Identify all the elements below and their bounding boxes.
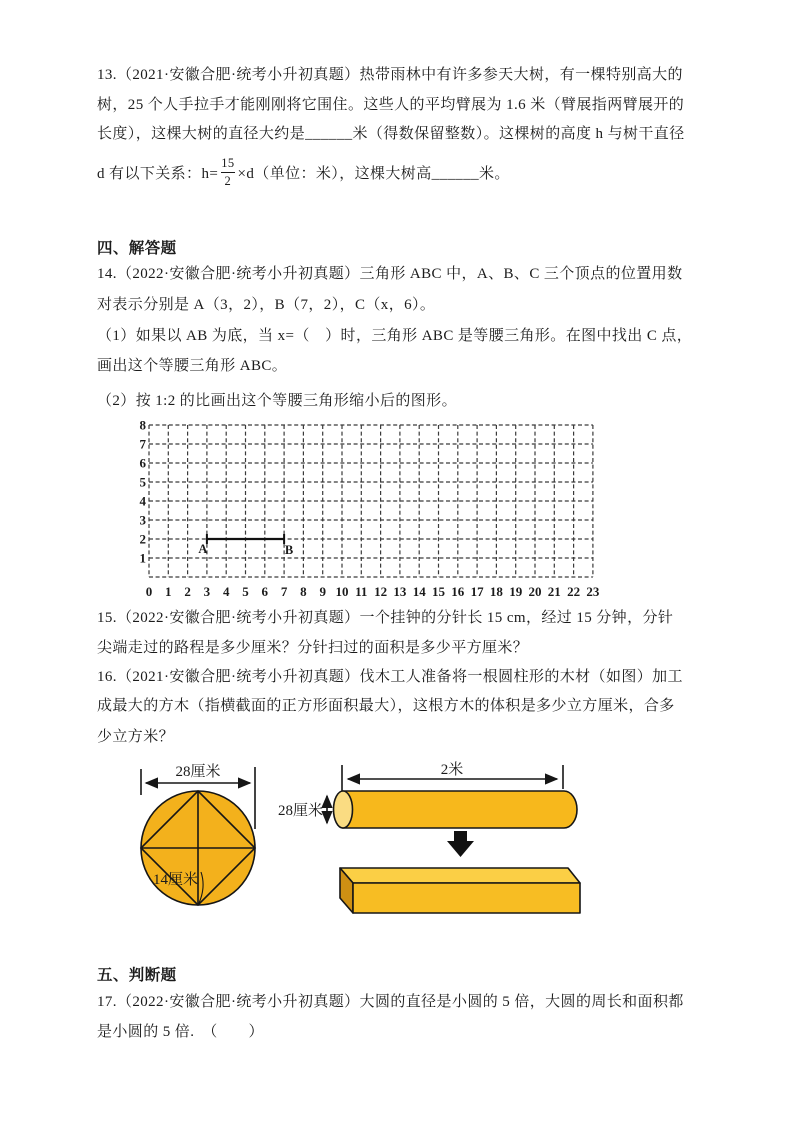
grid-x-label: 12 bbox=[374, 584, 388, 599]
grid-x-label: 6 bbox=[261, 584, 269, 599]
fraction-numerator: 15 bbox=[221, 156, 235, 171]
fraction-denominator: 2 bbox=[224, 173, 232, 188]
q17-line-2: 是小圆的 5 倍. （ ） bbox=[97, 1024, 264, 1040]
grid-x-label: 18 bbox=[489, 584, 503, 599]
q13-formula-post: ×d（单位：米），这棵大树高______米。 bbox=[237, 165, 510, 182]
cuboid-top-face bbox=[340, 868, 580, 883]
grid-x-label: 19 bbox=[509, 584, 523, 599]
grid-x-label: 21 bbox=[547, 584, 561, 599]
grid-y-label: 7 bbox=[139, 436, 146, 452]
grid-y-label: 4 bbox=[139, 493, 146, 509]
grid-x-label: 16 bbox=[451, 584, 465, 599]
grid-x-label: 0 bbox=[145, 584, 153, 599]
grid-x-label: 14 bbox=[412, 584, 426, 599]
grid-y-label: 1 bbox=[139, 550, 146, 566]
q14-line-4: 画出这个等腰三角形 ABC。 bbox=[97, 358, 288, 374]
q14-line-5: （2）按 1:2 的比画出这个等腰三角形缩小后的图形。 bbox=[97, 393, 457, 409]
q13-line-4 bbox=[97, 151, 510, 193]
cylinder-end-face bbox=[334, 791, 353, 828]
grid-x-label: 7 bbox=[280, 584, 288, 599]
cuboid-front-face bbox=[353, 883, 580, 913]
grid-x-label: 5 bbox=[242, 584, 249, 599]
q17-line-1: 17.（2022·安徽合肥·统考小升初真题）大圆的直径是小圆的 5 倍，大圆的周长和面积都 bbox=[97, 994, 684, 1010]
q16-line-2: 成最大的方木（指横截面的正方形面积最大），这根方木的体积是多少立方厘米，合多 bbox=[97, 698, 675, 714]
grid-x-label: 4 bbox=[222, 584, 230, 599]
q13-line-2: 树，25 个人手拉手才能刚刚将它围住。这些人的平均臂展为 1.6 米（臂展指两臂展开的 bbox=[97, 97, 685, 113]
cylinder-body bbox=[343, 791, 577, 828]
grid-x-label: 1 bbox=[165, 584, 172, 599]
grid-x-label: 13 bbox=[393, 584, 407, 599]
q16-line-1: 16.（2021·安徽合肥·统考小升初真题）伐木工人准备将一根圆柱形的木材（如图）加工 bbox=[97, 669, 683, 685]
cylinder-diameter-label: 28厘米 bbox=[277, 803, 323, 819]
q14-line-1: 14.（2022·安徽合肥·统考小升初真题）三角形 ABC 中，A、B、C 三个顶点的位置用数 bbox=[97, 266, 683, 282]
grid-x-label: 17 bbox=[470, 584, 484, 599]
grid-x-label: 3 bbox=[203, 584, 211, 599]
section-5-heading: 五、判断题 bbox=[97, 967, 177, 984]
q15-line-2: 尖端走过的路程是多少厘米？分针扫过的面积是多少平方厘米？ bbox=[97, 640, 529, 656]
grid-x-label: 2 bbox=[184, 584, 191, 599]
circle-radius-label: 14厘米 bbox=[153, 872, 199, 888]
grid-x-label: 23 bbox=[586, 584, 600, 599]
grid-x-label: 15 bbox=[432, 584, 445, 599]
q14-line-3: （1）如果以 AB 为底，当 x=（ ）时，三角形 ABC 是等腰三角形。在图中找出 C 点， bbox=[97, 328, 693, 344]
grid-y-label: 5 bbox=[139, 474, 146, 490]
grid-y-label: 8 bbox=[139, 417, 146, 433]
wood-figure bbox=[120, 753, 600, 943]
q14-line-2: 对表示分别是 A（3，2），B（7，2），C（x，6）。 bbox=[97, 297, 436, 313]
cylinder-length-label: 2米 bbox=[440, 762, 464, 778]
point-a-label: A bbox=[198, 542, 208, 556]
q15-line-1: 15.（2022·安徽合肥·统考小升初真题）一个挂钟的分针长 15 cm，经过 15 分钟，分针 bbox=[97, 610, 674, 626]
coordinate-grid-figure bbox=[133, 415, 608, 607]
down-arrow-icon bbox=[447, 831, 474, 857]
grid-x-label: 8 bbox=[300, 584, 307, 599]
q16-line-3: 少立方米？ bbox=[97, 729, 175, 745]
q13-line-1: 13.（2021·安徽合肥·统考小升初真题）热带雨林中有许多参天大树，有一棵特别高大的 bbox=[97, 67, 683, 83]
cuboid bbox=[340, 868, 580, 913]
grid-x-label: 22 bbox=[567, 584, 581, 599]
q13-formula-pre: d 有以下关系：h= bbox=[97, 165, 219, 182]
grid-y-label: 3 bbox=[139, 512, 146, 528]
grid-y-label: 2 bbox=[139, 531, 146, 547]
grid-x-label: 10 bbox=[335, 584, 349, 599]
q13-line-3: 长度），这棵大树的直径大约是______米（得数保留整数）。这棵树的高度 h 与树干直径 bbox=[97, 126, 685, 142]
section-4-heading: 四、解答题 bbox=[97, 240, 177, 257]
grid-x-label: 9 bbox=[319, 584, 326, 599]
circle-diameter-label: 28厘米 bbox=[175, 764, 221, 780]
fraction-15-over-2 bbox=[221, 156, 234, 188]
point-b-label: B bbox=[284, 543, 294, 557]
grid-x-label: 11 bbox=[355, 584, 368, 599]
fraction-bar bbox=[221, 172, 234, 173]
grid-y-label: 6 bbox=[139, 455, 146, 471]
grid-x-label: 20 bbox=[528, 584, 542, 599]
